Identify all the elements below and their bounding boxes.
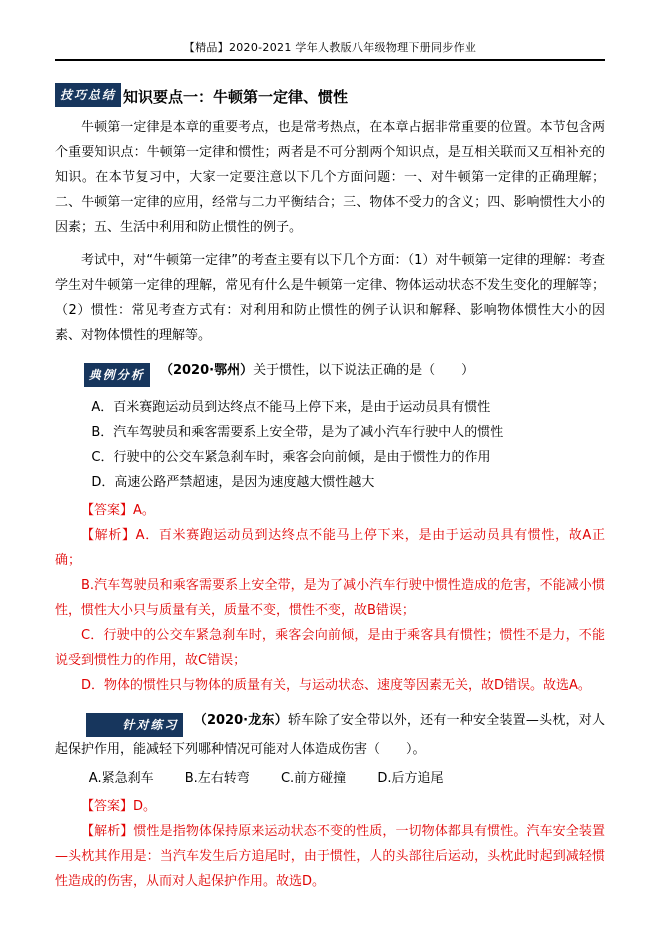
knowledge-heading: 知识要点一：牛顿第一定律、惯性: [123, 88, 349, 106]
document-running-header: 【精品】2020-2021 学年人教版八年级物理下册同步作业: [55, 40, 605, 61]
practice-option-d: D.后方追尾: [377, 771, 444, 786]
example-option-d: D．高速公路严禁超速，是因为速度越大惯性越大: [91, 475, 375, 490]
practice-question-row: [55, 708, 605, 762]
practice-question-source: （2020·龙东）: [193, 713, 288, 728]
example-analysis: [55, 523, 605, 698]
knowledge-section-heading-row: [55, 83, 605, 107]
example-question-text: 关于惯性，以下说法正确的是（ ）: [253, 363, 475, 378]
practice-option-a: A.紧急刹车: [88, 771, 154, 786]
example-question-row: [55, 358, 605, 387]
practice-question-text: 轿车除了安全带以外，还有一种安全装置—头枕，对人起保护作用，能减轻下列哪种情况可能对人体造成伤害（ ）。: [55, 713, 605, 757]
example-option-b: B．汽车驾驶员和乘客需要系上安全带，是为了减小汽车行驶中人的惯性: [91, 425, 504, 440]
example-analysis-b: B.汽车驾驶员和乘客需要系上安全带，是为了减小汽车行驶中惯性造成的危害，不能减小惯性，惯性大小只与质量有关，质量不变，惯性不变，故B错误；: [55, 578, 605, 618]
example-option-a: A．百米赛跑运动员到达终点不能马上停下来，是由于运动员具有惯性: [91, 400, 491, 415]
example-analysis-badge: 典例分析: [84, 363, 150, 387]
example-analysis-a: 【解析】A．百米赛跑运动员到达终点不能马上停下来，是由于运动员具有惯性，故A正确；: [55, 528, 605, 568]
practice-answer: 【答案】D。: [81, 799, 157, 814]
practice-option-c: C.前方碰撞: [280, 771, 347, 786]
example-question-source: （2020·鄂州）: [159, 363, 254, 378]
example-options: [55, 395, 605, 495]
example-answer: 【答案】A。: [81, 503, 155, 518]
knowledge-paragraph-1: 牛顿第一定律是本章的重要考点，也是常考热点，在本章占据非常重要的位置。本节包含两个重要知识点：牛顿第一定律和惯性；两者是不可分割两个知识点，是互相关联而又互相补充的知识。在本节复习中，大家一定要注意以下几个方面问题：一、对牛顿第一定律的正确理解；二、牛顿第一定律的应用，经常与二力平衡结合；三、物体不受力的含义；四、影响惯性大小的因素；五、生活中利用和防止惯性的例子。: [55, 120, 605, 235]
practice-analysis: 【解析】惯性是指物体保持原来运动状态不变的性质，一切物体都具有惯性。汽车安全装置—头枕其作用是：当汽车发生后方追尾时，由于惯性，人的头部往后运动，头枕此时起到减轻惯性造成的伤害，从而对人起保护作用。故选D。: [55, 824, 605, 889]
knowledge-paragraph-2: 考试中，对“牛顿第一定律”的考查主要有以下几个方面：（1）对牛顿第一定律的理解：考查学生对牛顿第一定律的理解，常见有什么是牛顿第一定律、物体运动状态不发生变化的理解等；（2）惯性：常见考查方式有：对利用和防止惯性的例子认识和解释、影响物体惯性大小的因素、对物体惯性的理解等。: [55, 253, 605, 343]
practice-option-b: B.左右转弯: [184, 771, 250, 786]
skill-summary-badge: 技巧总结: [55, 83, 121, 107]
example-analysis-d: D．物体的惯性只与物体的质量有关，与运动状态、速度等因素无关，故D错误。故选A。: [81, 678, 591, 693]
example-option-c: C．行驶中的公交车紧急刹车时，乘客会向前倾，是由于惯性力的作用: [91, 450, 491, 465]
example-analysis-c: C．行驶中的公交车紧急刹车时，乘客会向前倾，是由于乘客具有惯性；惯性不是力，不能说受到惯性力的作用，故C错误；: [55, 628, 605, 668]
targeted-practice-badge: 针对练习: [86, 713, 183, 737]
practice-options: [55, 766, 605, 791]
